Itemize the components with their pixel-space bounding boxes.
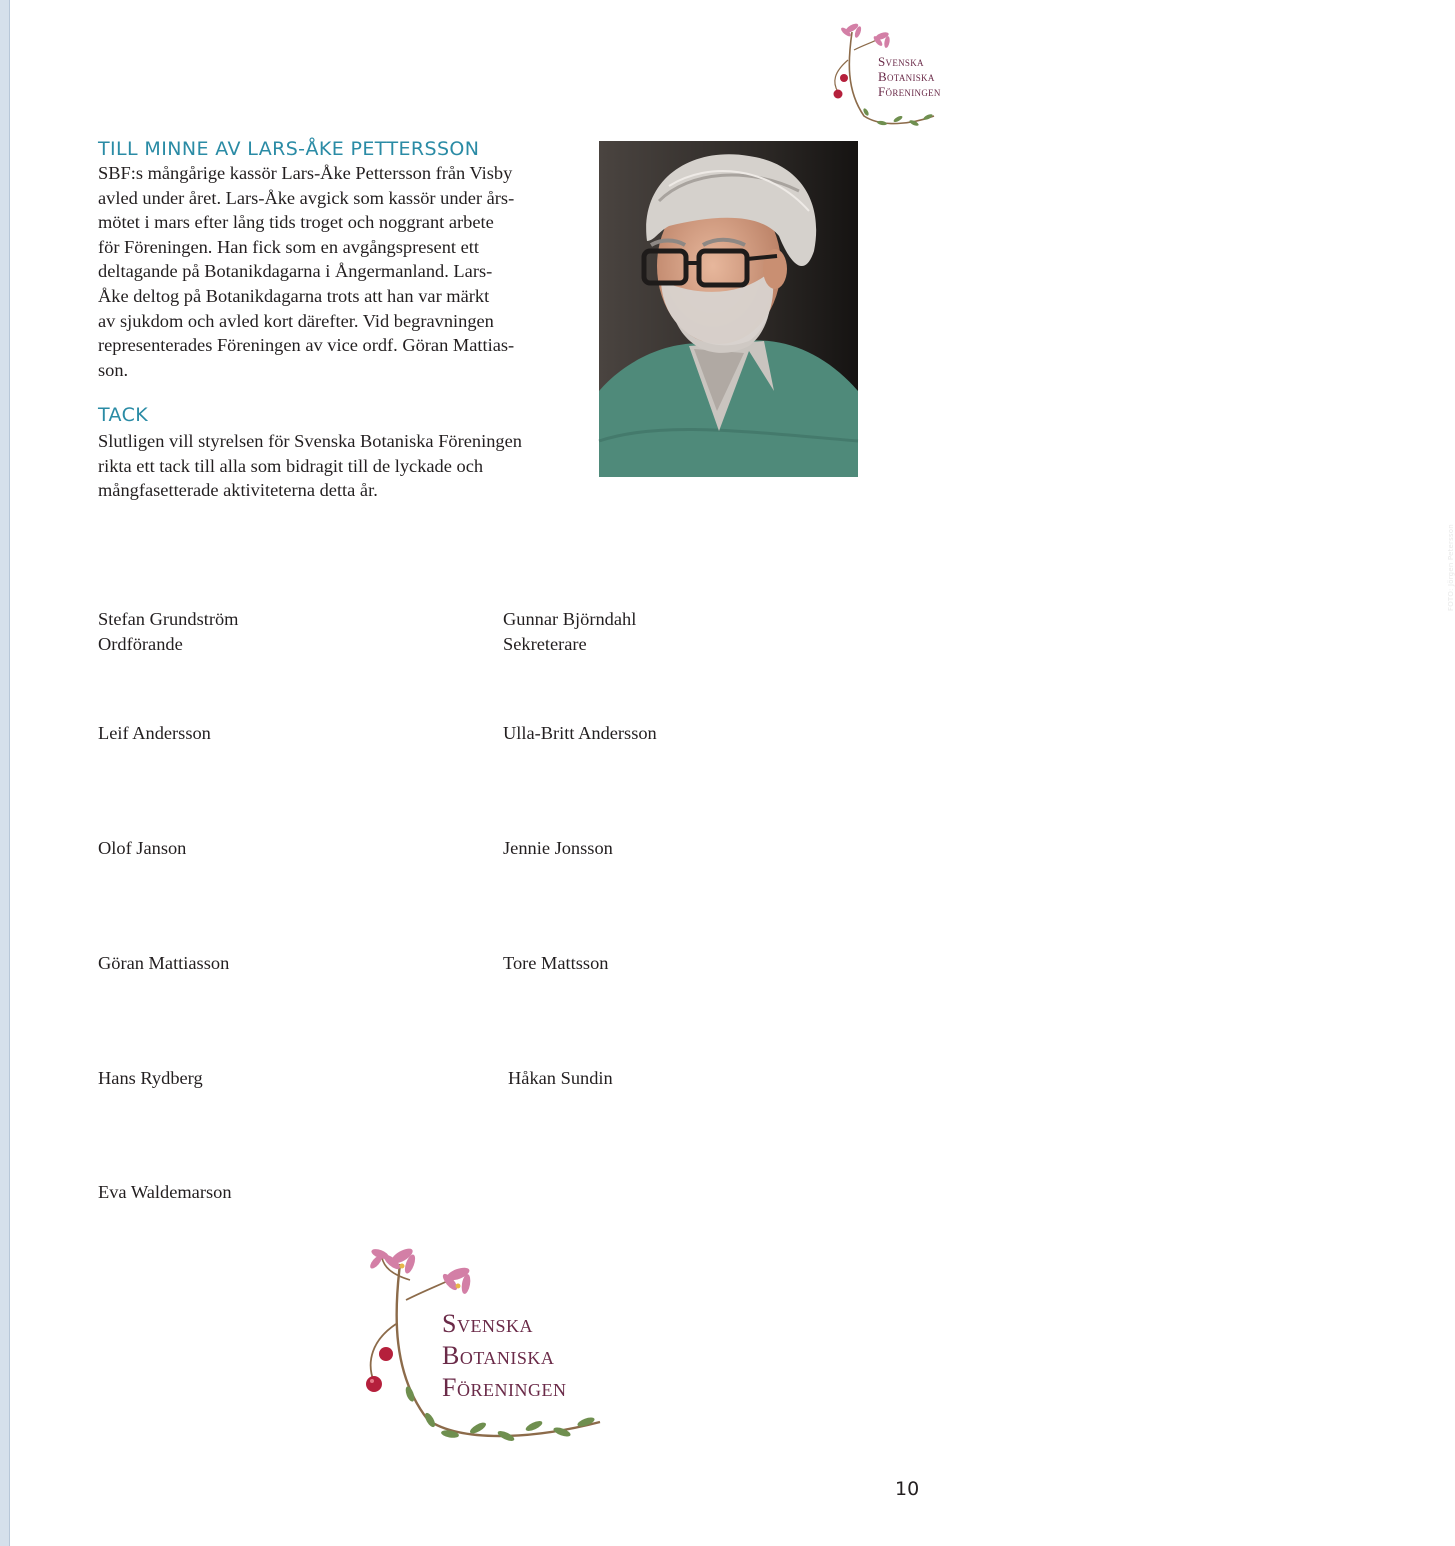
logo-text	[878, 54, 941, 99]
signature-name: Hans Rydberg	[98, 1068, 203, 1088]
memorial-line: deltagande på Botanikdagarna i Ångermanland. Lars-	[98, 261, 493, 282]
portrait-photo	[599, 141, 1455, 611]
portrait-illustration	[599, 141, 858, 477]
thanks-heading: TACK	[98, 404, 149, 426]
logo-line-1: Svenska	[442, 1309, 533, 1338]
memorial-line: för Föreningen. Han fick som en avgångspresent ett	[98, 236, 479, 257]
logo-line-3: Föreningen	[442, 1373, 567, 1402]
logo-line-2: Botaniska	[878, 69, 935, 84]
signature-name: Håkan Sundin	[508, 1068, 613, 1088]
memorial-line: av sjukdom och avled kort därefter. Vid begravningen	[98, 310, 494, 331]
logo-line-2: Botaniska	[442, 1341, 555, 1370]
signature-name: Tore Mattsson	[503, 953, 609, 973]
thanks-line: Slutligen vill styrelsen för Svenska Botaniska Föreningen	[98, 431, 522, 451]
memorial-text	[98, 161, 578, 382]
logo-line-1: Svenska	[878, 54, 924, 69]
logo-svenska-botaniska-foreningen-top	[822, 20, 960, 130]
thanks-line: rikta ett tack till alla som bidragit till de lyckade och	[98, 455, 484, 476]
memorial-heading: TILL MINNE AV LARS-ÅKE PETTERSSON	[98, 138, 480, 160]
memorial-line: representerades Föreningen av vice ordf. Göran Mattias-	[98, 335, 515, 356]
page-edge-bar	[0, 0, 9, 1546]
signature-role: Ordförande	[98, 633, 183, 654]
signature-name: Jennie Jonsson	[503, 838, 613, 858]
memorial-line: SBF:s mångårige kassör Lars-Åke Pettersson från Visby	[98, 163, 513, 183]
signature-name: Leif Andersson	[98, 723, 211, 743]
signature-name: Stefan Grundström	[98, 609, 239, 629]
signature-block	[503, 607, 636, 656]
signature-block	[98, 607, 238, 656]
photo-credit: FOTO: Jörgen Petersson	[1447, 524, 1455, 611]
thanks-line: mångfasetterade aktiviteterna detta år.	[98, 480, 378, 501]
logo-svenska-botaniska-foreningen-bottom	[350, 1244, 610, 1448]
signature-name: Eva Waldemarson	[98, 1182, 232, 1202]
signature-name: Ulla-Britt Andersson	[503, 723, 657, 743]
page-number: 10	[895, 1478, 920, 1500]
page-edge-line	[9, 0, 10, 1546]
thanks-text	[98, 429, 578, 503]
signature-role: Sekreterare	[503, 633, 587, 654]
memorial-line: avled under året. Lars-Åke avgick som kassör under års-	[98, 187, 515, 208]
logo-line-3: Föreningen	[878, 84, 941, 99]
memorial-line: mötet i mars efter lång tids troget och noggrant arbete	[98, 212, 494, 233]
signature-name: Göran Mattiasson	[98, 953, 230, 973]
signature-name: Olof Janson	[98, 838, 187, 858]
memorial-line: son.	[98, 359, 129, 380]
signature-name: Gunnar Björndahl	[503, 609, 637, 629]
logo-text	[442, 1308, 566, 1404]
memorial-line: Åke deltog på Botanikdagarna trots att han var märkt	[98, 285, 490, 306]
